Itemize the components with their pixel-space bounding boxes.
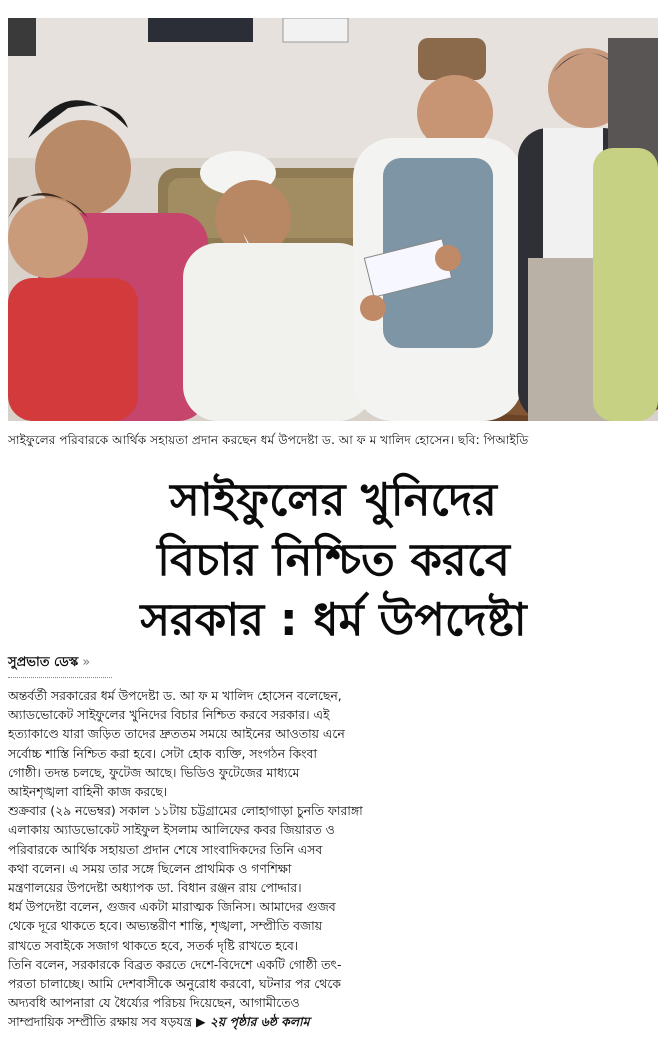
- body-line: থেকে দূরে থাকতে হবে। অভ্যন্তরীণ শান্তি, শৃঙ্খলা, সম্প্রীতি বজায়: [8, 918, 323, 934]
- body-line: গোষ্ঠী। তদন্ত চলছে, ফুটেজ আছে। ভিডিও ফুটেজের মাধ্যমে: [8, 764, 300, 780]
- byline-label: সুপ্রভাত ডেস্ক: [8, 655, 79, 670]
- continuation-link[interactable]: ▶ ২য় পৃষ্ঠার ৬ষ্ঠ কলাম: [196, 1014, 310, 1030]
- body-line: রাখতে সবাইকে সজাগ থাকতে হবে, সতর্ক দৃষ্টি রাখতে হবে।: [8, 937, 299, 953]
- body-line: শুক্রবার (২৯ নভেম্বর) সকাল ১১টায় চট্টগ্রামের লোহাগাড়া চুনতি ফারাঙ্গা: [8, 803, 363, 819]
- body-line: অদ্যবধি আপনারা যে ধৈর্য্যের পরিচয় দিয়েছেন, আগামীতেও: [8, 995, 300, 1011]
- byline-arrows-icon: »: [82, 655, 91, 670]
- body-line: মন্ত্রণালয়ের উপদেষ্টা অধ্যাপক ডা. বিধান রঞ্জন রায় পোদ্দার।: [8, 880, 302, 896]
- photo-caption: সাইফুলের পরিবারকে আর্থিক সহায়তা প্রদান করছেন ধর্ম উপদেষ্টা ড. আ ফ ম খালিদ হোসেন। ছবি: পিআইডি: [8, 433, 529, 447]
- photo-illustration: [8, 18, 658, 421]
- body-line: ধর্ম উপদেষ্টা বলেন, গুজব একটা মারাত্মক জিনিস। আমাদের গুজব: [8, 899, 336, 915]
- body-line: সর্বোচ্চ শাস্তি নিশ্চিত করা হবে। সেটা হোক ব্যক্তি, সংগঠন কিংবা: [8, 745, 317, 761]
- body-line: পরতা চালাচ্ছে। আমি দেশবাসীকে অনুরোধ করবো, ঘটনার পর থেকে: [8, 976, 341, 992]
- body-line: অ্যাডভোকেট সাইফুলের খুনিদের বিচার নিশ্চিত করবে সরকার। এই: [8, 707, 330, 723]
- headline-line-3: সরকার : ধর্ম উপদেষ্টা: [140, 593, 527, 646]
- body-line: হত্যাকাণ্ডে যারা জড়িত তাদের দ্রুততম সময়ে আইনের আওতায় এনে: [8, 726, 345, 742]
- body-line: পরিবারকে আর্থিক সহায়তা প্রদান শেষে সাংবাদিকদের তিনি এসব: [8, 841, 323, 857]
- headline: [0, 470, 667, 650]
- headline-line-2: বিচার নিশ্চিত করবে: [157, 533, 510, 586]
- body-line-last: [8, 1012, 660, 1031]
- body-line-text: সাম্প্রদায়িক সম্প্রীতি রক্ষায় সব ষড়যন্ত্র: [8, 1014, 193, 1030]
- news-photo: [8, 18, 658, 421]
- body-line: তিনি বলেন, সরকারকে বিব্রত করতে দেশে-বিদেশে একটি গোষ্ঠী তৎ-: [8, 956, 342, 972]
- body-line: কথা বলেন। এ সময় তার সঙ্গে ছিলেন প্রাথমিক ও গণশিক্ষা: [8, 860, 292, 876]
- body-line: আইনশৃঙ্খলা বাহিনী কাজ করছে।: [8, 784, 168, 800]
- byline: [8, 654, 90, 672]
- article-body: [8, 686, 660, 1032]
- body-line: অন্তর্বর্তী সরকারের ধর্ম উপদেষ্টা ড. আ ফ ম খালিদ হোসেন বলেছেন,: [8, 688, 342, 703]
- body-line: এলাকায় অ্যাডভোকেট সাইফুল ইসলাম আলিফের কবর জিয়ারত ও: [8, 822, 335, 838]
- byline-divider: [8, 677, 112, 678]
- headline-line-1: সাইফুলের খুনিদের: [170, 473, 497, 526]
